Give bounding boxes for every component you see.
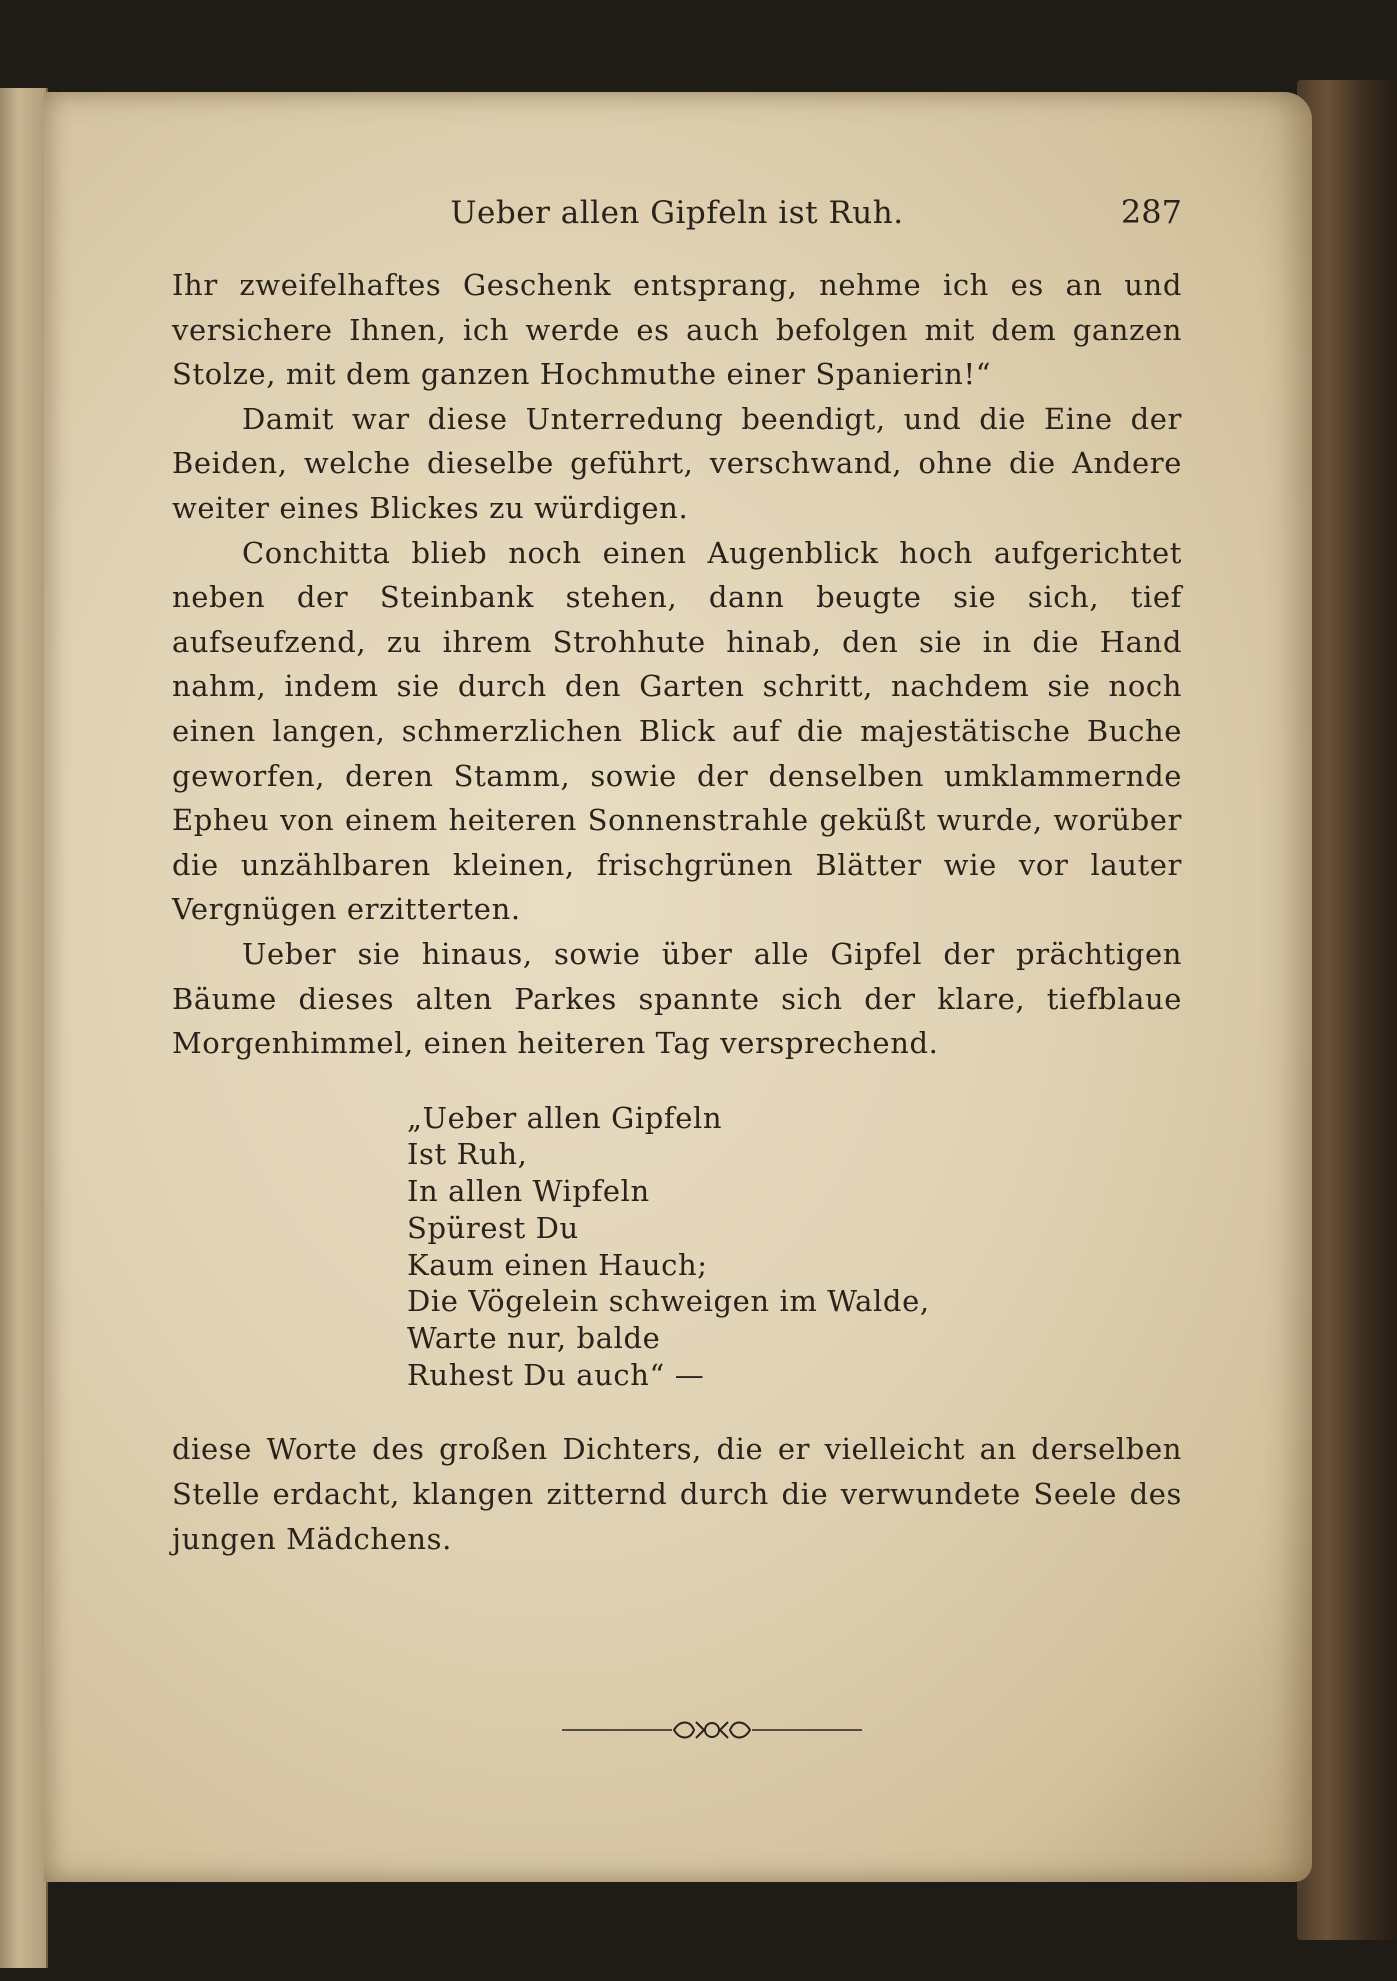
page-number: 287	[1120, 193, 1182, 231]
closing-text	[172, 1427, 1182, 1561]
running-title: Ueber allen Gipfeln ist Ruh.	[450, 195, 904, 231]
body-text	[172, 263, 1182, 1066]
paragraph: Damit war diese Unterredung beendigt, und die Eine der Beiden, welche dieselbe geführt, verschwand, ohne die Andere weiter eines Blickes zu würdigen.	[172, 401, 1182, 525]
paragraph: diese Worte des großen Dichters, die er vielleicht an derselben Stelle erdacht, klangen zitternd durch die verwundete Seele des jungen Mädchens.	[172, 1432, 1182, 1556]
poem-line: Warte nur, balde	[407, 1320, 661, 1355]
poem-line: Spürest Du	[407, 1210, 579, 1245]
page-content	[172, 187, 1182, 1561]
poem-line: Kaum einen Hauch;	[407, 1247, 708, 1282]
poem-line: Ruhest Du auch“ —	[407, 1357, 705, 1392]
running-head	[172, 187, 1182, 237]
book-cover-edge	[1297, 80, 1397, 1940]
paragraph: Ueber sie hinaus, sowie über alle Gipfel der prächtigen Bäume dieses alten Parkes spannte sich der klare, tiefblaue Morgenhimmel, einen heiteren Tag versprechend.	[172, 936, 1182, 1061]
book-page	[44, 92, 1312, 1882]
ornament-divider-icon	[562, 1712, 862, 1748]
poem-line: In allen Wipfeln	[407, 1174, 650, 1209]
paragraph: Conchitta blieb noch einen Augenblick hoch aufgerichtet neben der Steinbank stehen, dann beugte sie sich, tief aufseufzend, zu ihrem Strohhute hinab, den sie in die Hand nahm, indem sie durch den Garten schritt, nachdem sie noch einen langen, schmerzlichen Blick auf die majestätische Buche geworfen, deren Stamm, sowie der denselben umklammernde Epheu von einem heiteren Sonnenstrahle geküßt wurde, worüber die unzählbaren kleinen, frischgrünen Blätter wie vor lauter Vergnügen erzitterten.	[172, 535, 1182, 927]
poem-line: „Ueber allen Gipfeln	[407, 1100, 723, 1135]
poem-line: Ist Ruh,	[407, 1137, 528, 1172]
left-page-edge	[0, 88, 48, 1968]
poem-line: Die Vögelein schweigen im Walde,	[407, 1284, 930, 1319]
paragraph: Ihr zweifelhaftes Geschenk entsprang, nehme ich es an und versichere Ihnen, ich werde es auch befolgen mit dem ganzen Stolze, mit dem ganzen Hochmuthe einer Spanierin!“	[172, 268, 1182, 392]
poem-quote	[407, 1100, 1182, 1394]
